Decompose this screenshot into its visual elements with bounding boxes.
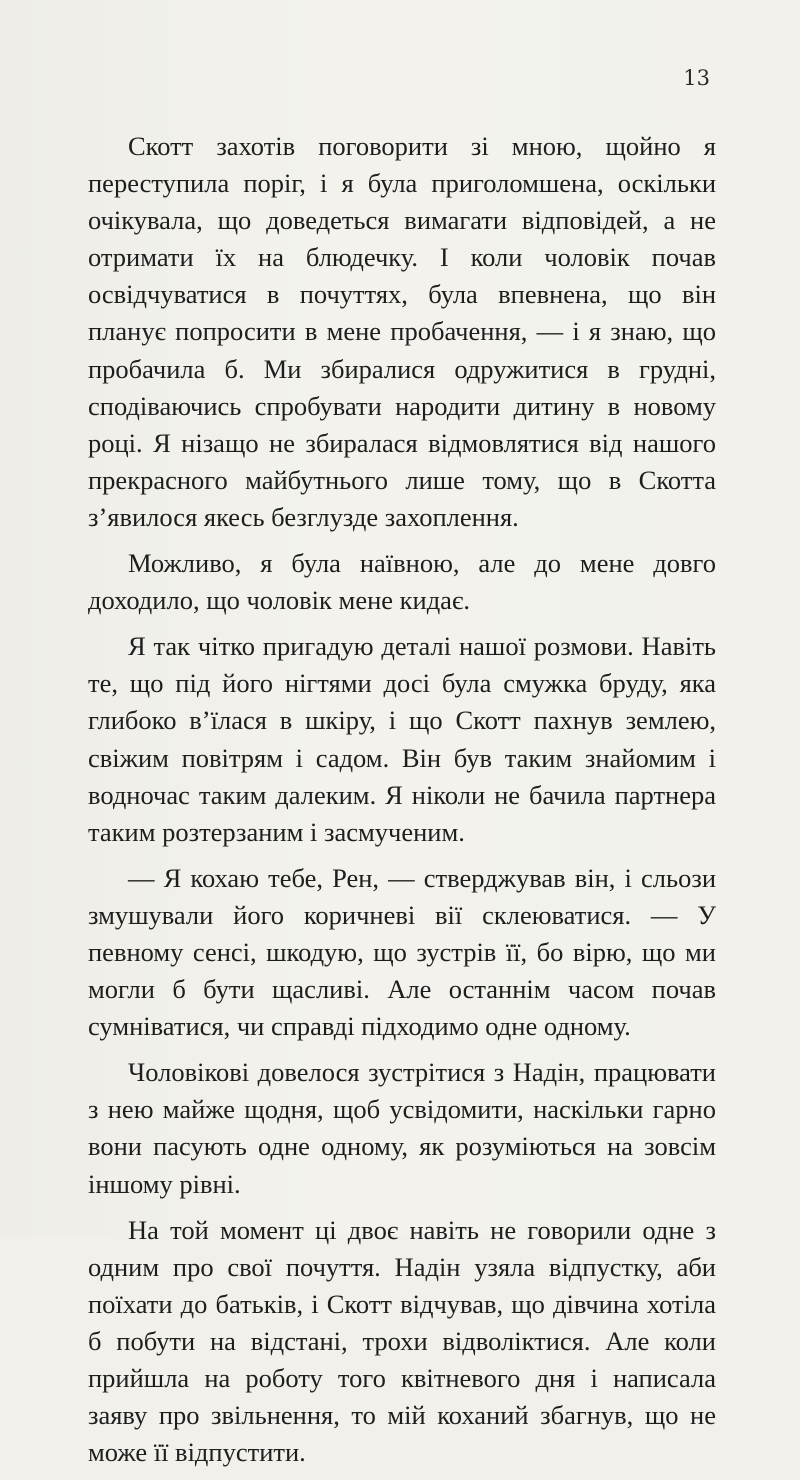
paragraph-3: Я так чітко пригадую деталі нашої розмови. Навіть те, що під його нігтями досі була смужка бруду, яка глибоко в’їлася в шкіру, і що Скотт пахнув землею, свіжим повітрям і садом. Він був таким знайомим і водночас таким далеким. Я ніколи не бачила партнера таким розтерзаним і засмученим.: [88, 631, 716, 847]
paragraph-1: Скотт захотів поговорити зі мною, щойно я переступила поріг, і я була приголомшена, оскільки очікувала, що доведеться вимагати відповідей, а не отримати їх на блюдечку. І коли чоловік почав освідчуватися в почуттях, була впевнена, що він планує попросити в мене пробачення, — і я знаю, що пробачила б. Ми збиралися одружитися в грудні, сподіваючись спробувати народити дитину в новому році. Я нізащо не збиралася відмовлятися від нашого прекрасного майбутнього лише тому, що в Скотта з’явилося якесь безглузде захоплення.: [88, 131, 716, 532]
body-text: [88, 128, 716, 1480]
page-number: 13: [683, 66, 710, 90]
paragraph-5: Чоловікові довелося зустрітися з Надін, працювати з нею майже щодня, щоб усвідомити, наскільки гарно вони пасують одне одному, як розуміються на зовсім іншому рівні.: [88, 1057, 716, 1199]
paragraph-6: На той момент ці двоє навіть не говорили одне з одним про свої почуття. Надін узяла відпустку, аби поїхати до батьків, і Скотт відчував, що дівчина хотіла б побути на відстані, трохи відволіктися. Але коли прийшла на роботу того квітневого дня і написала заяву про звільнення, то мій коханий збагнув, що не може її відпустити.: [88, 1214, 716, 1468]
paragraph-2: Можливо, я була наївною, але до мене довго доходило, що чоловік мене кидає.: [88, 548, 716, 616]
paragraph-4: — Я кохаю тебе, Рен, — стверджував він, і сльози змушували його коричневі вії склеюватися. — У певному сенсі, шкодую, що зустрів її, бо вірю, що ми могли б бути щасливі. Але останнім часом почав сумніватися, чи справді підходимо одне одному.: [88, 862, 716, 1042]
